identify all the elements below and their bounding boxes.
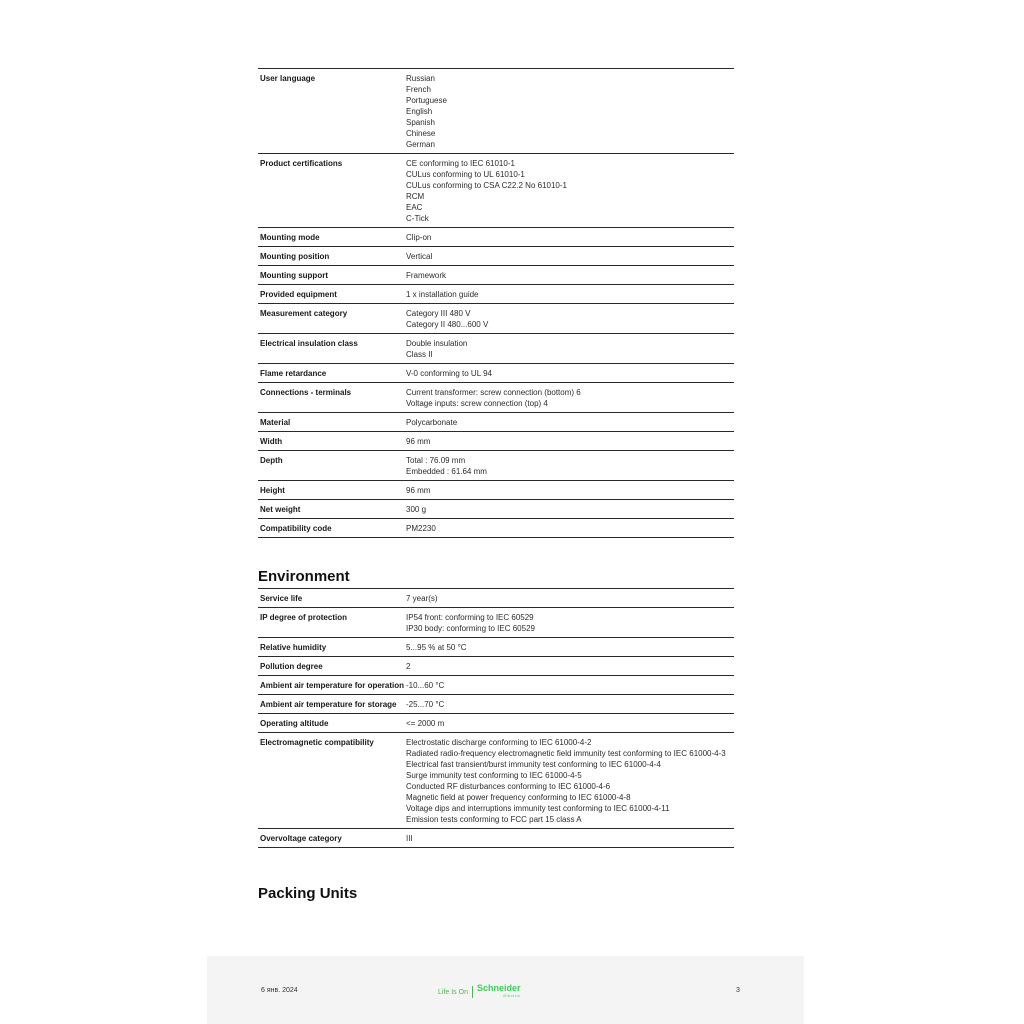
spec-value: French bbox=[406, 85, 431, 94]
spec-value: Polycarbonate bbox=[406, 418, 458, 427]
spec-value: Total : 76.09 mm bbox=[406, 456, 466, 465]
spec-values bbox=[406, 699, 734, 710]
spec-value: Category III 480 V bbox=[406, 309, 471, 318]
spec-values bbox=[406, 737, 734, 825]
spec-values bbox=[406, 387, 734, 409]
spec-label: Mounting support bbox=[260, 271, 328, 280]
logo-brand-sub: Electric bbox=[503, 993, 521, 998]
spec-values bbox=[406, 455, 734, 477]
spec-row bbox=[258, 714, 734, 733]
spec-value: CULus conforming to CSA C22.2 No 61010-1 bbox=[406, 181, 567, 190]
spec-value: EAC bbox=[406, 203, 423, 212]
spec-label: Connections - terminals bbox=[260, 388, 352, 397]
spec-value: Embedded : 61.64 mm bbox=[406, 467, 487, 476]
spec-label: Relative humidity bbox=[260, 643, 327, 652]
spec-value: 7 year(s) bbox=[406, 594, 438, 603]
spec-values bbox=[406, 338, 734, 360]
spec-values bbox=[406, 642, 734, 653]
spec-label: Depth bbox=[260, 456, 283, 465]
spec-values bbox=[406, 504, 734, 515]
spec-value: Emission tests conforming to FCC part 15 class A bbox=[406, 815, 582, 824]
spec-value: -10...60 °C bbox=[406, 681, 445, 690]
spec-values bbox=[406, 436, 734, 447]
spec-row bbox=[258, 638, 734, 657]
spec-value: Conducted RF disturbances conforming to IEC 61000-4-6 bbox=[406, 782, 611, 791]
logo-brand bbox=[477, 984, 521, 1000]
spec-row bbox=[258, 285, 734, 304]
spec-value: CE conforming to IEC 61010-1 bbox=[406, 159, 515, 168]
spec-row bbox=[258, 334, 734, 364]
spec-value: Framework bbox=[406, 271, 447, 280]
spec-value: Category II 480...600 V bbox=[406, 320, 489, 329]
spec-values bbox=[406, 368, 734, 379]
spec-row bbox=[258, 657, 734, 676]
spec-value: PM2230 bbox=[406, 524, 436, 533]
spec-row bbox=[258, 695, 734, 714]
spec-value: Russian bbox=[406, 74, 435, 83]
environment-table bbox=[258, 588, 734, 848]
spec-value: IP30 body: conforming to IEC 60529 bbox=[406, 624, 535, 633]
spec-value: Radiated radio-frequency electromagnetic field immunity test conforming to IEC 61000-4-3 bbox=[406, 749, 726, 758]
spec-value: 2 bbox=[406, 662, 411, 671]
spec-values bbox=[406, 593, 734, 604]
spec-value: Surge immunity test conforming to IEC 61000-4-5 bbox=[406, 771, 582, 780]
spec-row bbox=[258, 500, 734, 519]
spec-value: III bbox=[406, 834, 413, 843]
spec-value: English bbox=[406, 107, 433, 116]
spec-values bbox=[406, 270, 734, 281]
spec-value: -25...70 °C bbox=[406, 700, 445, 709]
page-footer bbox=[207, 956, 804, 1024]
spec-value: Double insulation bbox=[406, 339, 468, 348]
logo-brand-name: Schneider bbox=[476, 983, 521, 993]
spec-label: Height bbox=[260, 486, 285, 495]
spec-values bbox=[406, 308, 734, 330]
logo-tagline: Life Is On bbox=[438, 988, 468, 996]
spec-row bbox=[258, 829, 734, 848]
spec-value: V-0 conforming to UL 94 bbox=[406, 369, 492, 378]
spec-values bbox=[406, 833, 734, 844]
spec-row bbox=[258, 383, 734, 413]
spec-row bbox=[258, 733, 734, 829]
spec-value: Electrostatic discharge conforming to IEC 61000-4-2 bbox=[406, 738, 592, 747]
spec-value: Chinese bbox=[406, 129, 436, 138]
spec-value: Class II bbox=[406, 350, 433, 359]
spec-row bbox=[258, 608, 734, 638]
spec-value: RCM bbox=[406, 192, 425, 201]
spec-label: Mounting position bbox=[260, 252, 330, 261]
spec-label: Operating altitude bbox=[260, 719, 329, 728]
spec-label: User language bbox=[260, 74, 316, 83]
spec-label: Product certifications bbox=[260, 159, 343, 168]
spec-value: 1 x installation guide bbox=[406, 290, 479, 299]
spec-label: IP degree of protection bbox=[260, 613, 347, 622]
spec-value: Vertical bbox=[406, 252, 433, 261]
spec-values bbox=[406, 289, 734, 300]
spec-value: Clip-on bbox=[406, 233, 432, 242]
spec-row bbox=[258, 247, 734, 266]
spec-row bbox=[258, 519, 734, 538]
spec-values bbox=[406, 612, 734, 634]
spec-value: C-Tick bbox=[406, 214, 429, 223]
logo-divider bbox=[472, 986, 473, 998]
spec-value: 96 mm bbox=[406, 486, 431, 495]
footer-date: 6 янв. 2024 bbox=[261, 987, 298, 994]
spec-values bbox=[406, 232, 734, 243]
spec-label: Mounting mode bbox=[260, 233, 320, 242]
spec-label: Provided equipment bbox=[260, 290, 337, 299]
spec-label: Measurement category bbox=[260, 309, 348, 318]
spec-row bbox=[258, 589, 734, 608]
spec-label: Ambient air temperature for operation bbox=[260, 681, 405, 690]
spec-value: IP54 front: conforming to IEC 60529 bbox=[406, 613, 534, 622]
spec-values bbox=[406, 718, 734, 729]
specifications-table bbox=[258, 68, 734, 538]
spec-value: Portuguese bbox=[406, 96, 447, 105]
spec-row bbox=[258, 451, 734, 481]
spec-value: <= 2000 m bbox=[406, 719, 445, 728]
spec-value: Spanish bbox=[406, 118, 435, 127]
spec-value: 5...95 % at 50 °C bbox=[406, 643, 467, 652]
spec-row bbox=[258, 676, 734, 695]
spec-value: Voltage dips and interruptions immunity test conforming to IEC 61000-4-11 bbox=[406, 804, 670, 813]
spec-label: Service life bbox=[260, 594, 303, 603]
spec-value: Magnetic field at power frequency conforming to IEC 61000-4-8 bbox=[406, 793, 631, 802]
spec-label: Pollution degree bbox=[260, 662, 323, 671]
datasheet-page bbox=[258, 0, 734, 902]
spec-value: Electrical fast transient/burst immunity test conforming to IEC 61000-4-4 bbox=[406, 760, 661, 769]
spec-label: Net weight bbox=[260, 505, 301, 514]
spec-values bbox=[406, 251, 734, 262]
spec-values bbox=[406, 73, 734, 150]
spec-value: 300 g bbox=[406, 505, 427, 514]
spec-values bbox=[406, 417, 734, 428]
spec-row bbox=[258, 413, 734, 432]
spec-value: CULus conforming to UL 61010-1 bbox=[406, 170, 525, 179]
spec-row bbox=[258, 481, 734, 500]
spec-label: Electromagnetic compatibility bbox=[260, 738, 374, 747]
packing-units-section-title: Packing Units bbox=[258, 885, 358, 902]
spec-values bbox=[406, 680, 734, 691]
spec-values bbox=[406, 523, 734, 534]
spec-label: Flame retardance bbox=[260, 369, 327, 378]
footer-page-number: 3 bbox=[736, 987, 740, 994]
spec-label: Ambient air temperature for storage bbox=[260, 700, 397, 709]
spec-values bbox=[406, 661, 734, 672]
environment-section-title: Environment bbox=[258, 568, 350, 585]
spec-label: Material bbox=[260, 418, 291, 427]
spec-values bbox=[406, 485, 734, 496]
spec-row bbox=[258, 364, 734, 383]
spec-row bbox=[258, 432, 734, 451]
spec-label: Electrical insulation class bbox=[260, 339, 358, 348]
spec-row bbox=[258, 69, 734, 154]
spec-label: Width bbox=[260, 437, 283, 446]
spec-row bbox=[258, 154, 734, 228]
spec-value: German bbox=[406, 140, 435, 149]
spec-label: Compatibility code bbox=[260, 524, 332, 533]
schneider-logo bbox=[438, 984, 520, 1000]
spec-row bbox=[258, 266, 734, 285]
spec-row bbox=[258, 304, 734, 334]
spec-value: 96 mm bbox=[406, 437, 431, 446]
spec-values bbox=[406, 158, 734, 224]
spec-row bbox=[258, 228, 734, 247]
spec-value: Voltage inputs: screw connection (top) 4 bbox=[406, 399, 548, 408]
spec-label: Overvoltage category bbox=[260, 834, 342, 843]
spec-value: Current transformer: screw connection (bottom) 6 bbox=[406, 388, 581, 397]
